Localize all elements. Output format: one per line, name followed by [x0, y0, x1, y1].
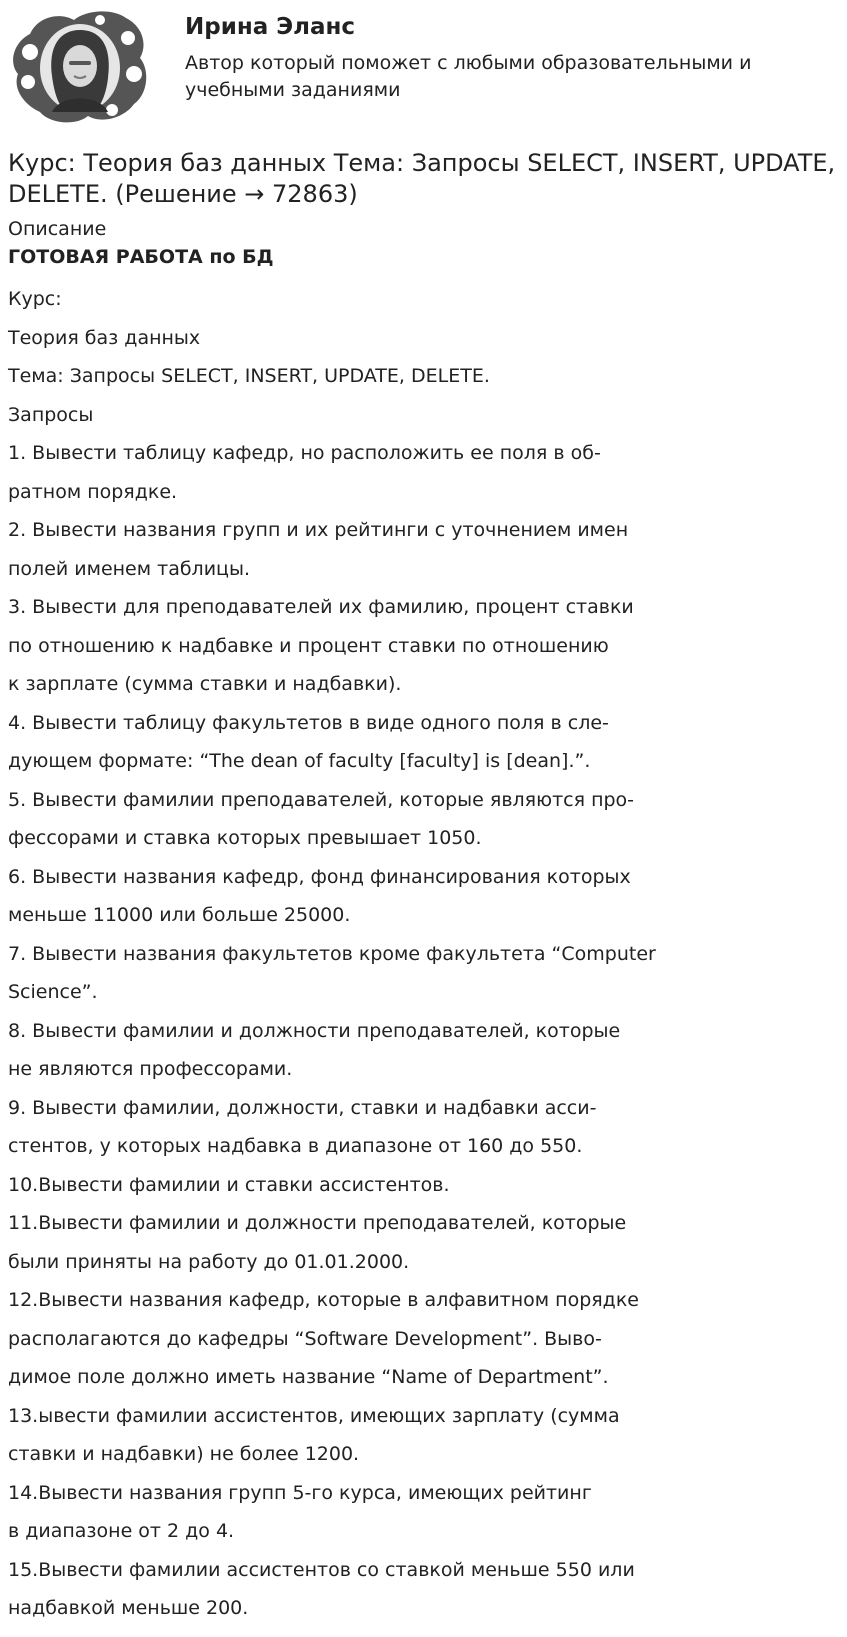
- page-title: Курс: Теория баз данных Тема: Запросы SELECT, INSERT, UPDATE, DELETE. (Решение → 72863): [8, 149, 836, 208]
- content-line: располагаются до кафедры “Software Development”. Выво-: [8, 1327, 602, 1350]
- content-line: 7. Вывести названия факультетов кроме факультета “Computer: [8, 942, 656, 965]
- content-line: дующем формате: “The dean of faculty [faculty] is [dean].”.: [8, 750, 591, 772]
- content-line: полей именем таблицы.: [8, 557, 251, 580]
- content-line: по отношению к надбавке и процент ставки по отношению: [8, 634, 609, 657]
- author-description: Автор который поможет с любыми образовательными и учебными заданиями: [185, 52, 752, 101]
- content-line: 4. Вывести таблицу факультетов в виде одного поля в сле-: [8, 711, 609, 734]
- content-line: стентов, у которых надбавка в диапазоне от 160 до 550.: [8, 1135, 583, 1157]
- content-line: 15.Вывести фамилии ассистентов со ставкой меньше 550 или: [8, 1558, 635, 1581]
- description-label: Описание: [8, 218, 107, 240]
- content-line: Тема: Запросы SELECT, INSERT, UPDATE, DELETE.: [8, 365, 490, 387]
- content-line: 6. Вывести названия кафедр, фонд финансирования которых: [8, 865, 631, 888]
- content-line: 10.Вывести фамилии и ставки ассистентов.: [8, 1173, 450, 1196]
- content-lines: [8, 280, 843, 1628]
- content-line: 11.Вывести фамилии и должности преподавателей, которые: [8, 1212, 627, 1234]
- content-line: Курс:: [8, 288, 62, 310]
- description-content: [8, 244, 843, 1628]
- content-line: 5. Вывести фамилии преподавателей, которые являются про-: [8, 788, 635, 811]
- content-line: Теория баз данных: [8, 326, 201, 349]
- content-line: меньше 11000 или больше 25000.: [8, 904, 351, 926]
- content-line: были приняты на работу до 01.01.2000.: [8, 1250, 410, 1273]
- content-line: 9. Вывести фамилии, должности, ставки и надбавки асси-: [8, 1096, 597, 1119]
- author-name[interactable]: Ирина Эланс: [185, 14, 356, 40]
- content-line: ратном порядке.: [8, 480, 178, 503]
- content-line: в диапазоне от 2 до 4.: [8, 1520, 235, 1542]
- content-line: Запросы: [8, 403, 94, 426]
- content-line: 1. Вывести таблицу кафедр, но расположить ее поля в об-: [8, 442, 601, 464]
- content-line: не являются профессорами.: [8, 1058, 293, 1080]
- content-line: 12.Вывести названия кафедр, которые в алфавитном порядке: [8, 1289, 639, 1311]
- content-line: димое поле должно иметь название “Name of Department”.: [8, 1366, 609, 1388]
- author-avatar: [8, 6, 150, 126]
- content-line: к зарплате (сумма ставки и надбавки).: [8, 673, 402, 695]
- content-line: 3. Вывести для преподавателей их фамилию, процент ставки: [8, 596, 634, 618]
- content-line: ставки и надбавки) не более 1200.: [8, 1443, 360, 1465]
- content-line: 8. Вывести фамилии и должности преподавателей, которые: [8, 1019, 621, 1042]
- content-line: фессорами и ставка которых превышает 1050.: [8, 827, 482, 849]
- content-line: 13.ывести фамилии ассистентов, имеющих зарплату (сумма: [8, 1404, 620, 1427]
- author-card: [0, 0, 847, 130]
- content-line: Science”.: [8, 981, 98, 1003]
- content-line: надбавкой меньше 200.: [8, 1597, 249, 1619]
- content-heading: ГОТОВАЯ РАБОТА по БД: [8, 246, 274, 268]
- content-line: 14.Вывести названия групп 5-го курса, имеющих рейтинг: [8, 1481, 592, 1504]
- content-line: 2. Вывести названия групп и их рейтинги с уточнением имен: [8, 519, 629, 541]
